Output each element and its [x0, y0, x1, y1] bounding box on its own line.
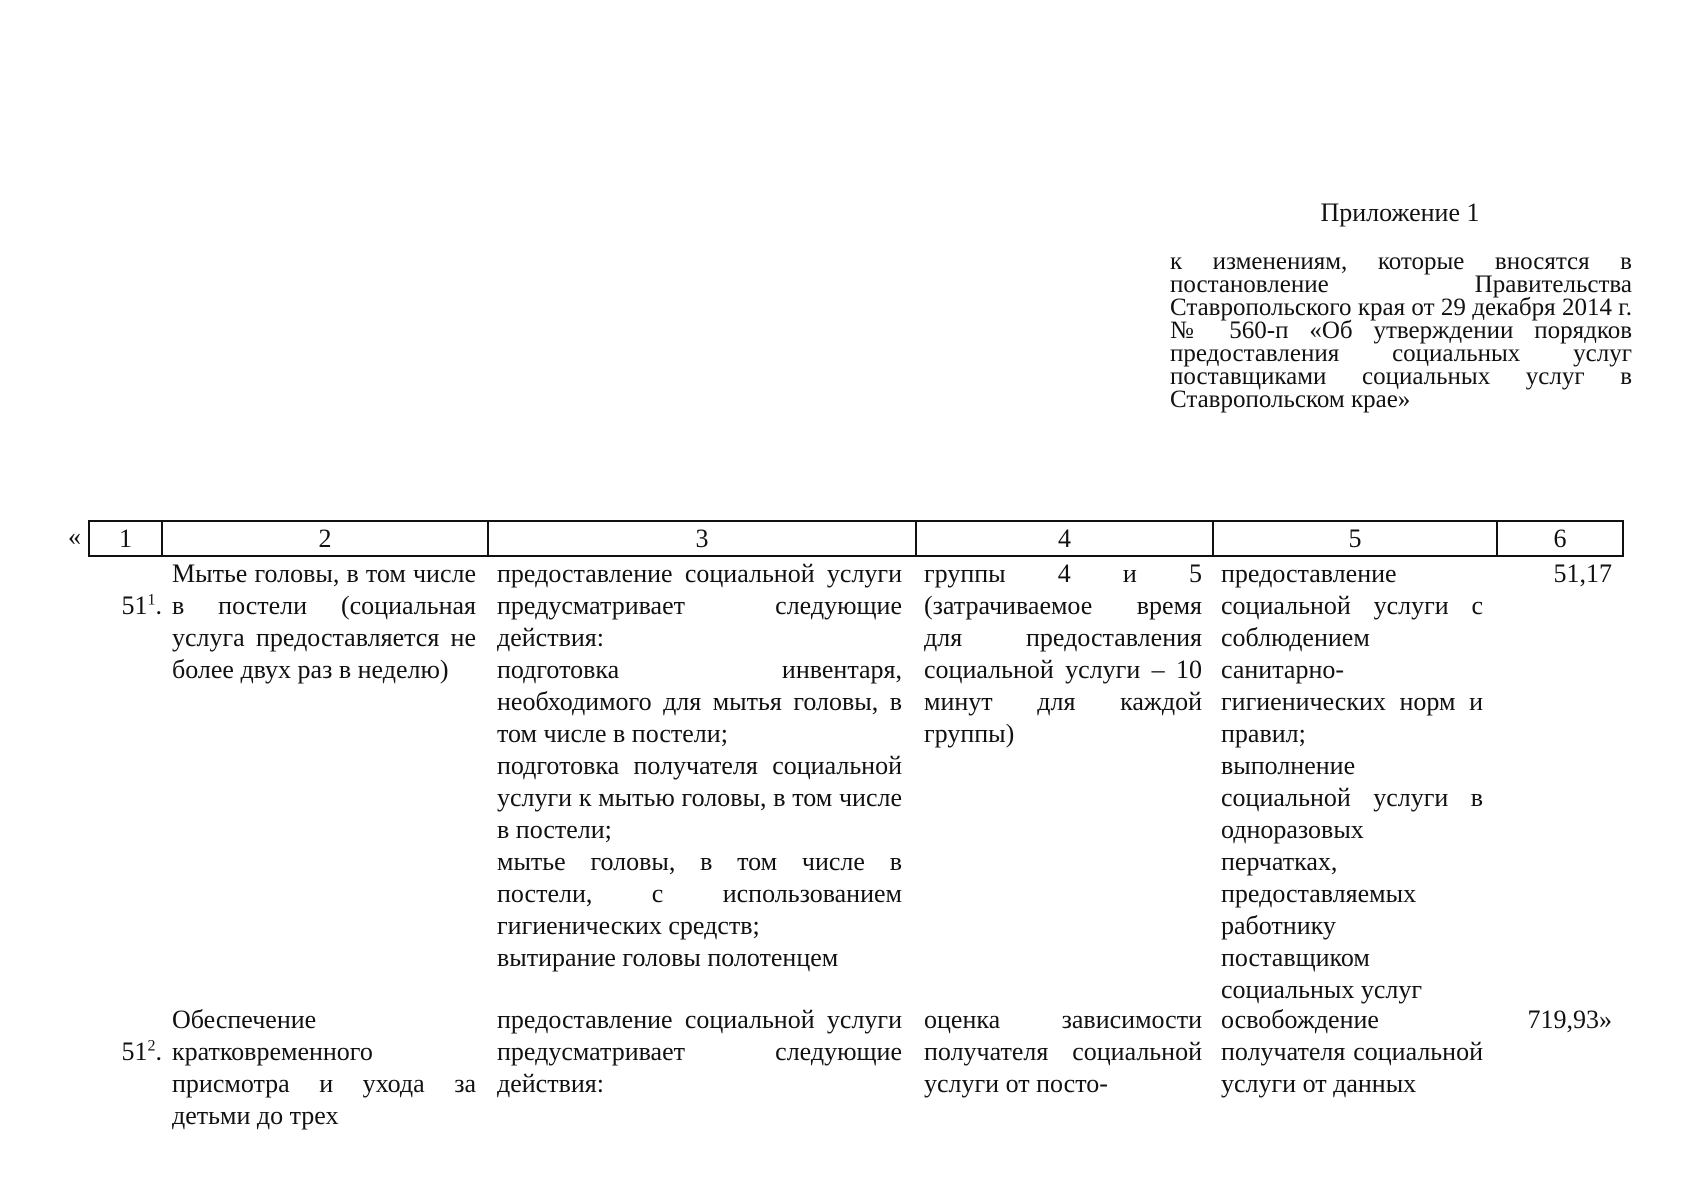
row-number-base: 51 — [121, 1037, 148, 1066]
column-header-6: 6 — [1497, 521, 1623, 556]
column-header-5: 5 — [1213, 521, 1497, 556]
row-number — [96, 558, 162, 622]
service-groups: группы 4 и 5 (затрачиваемое время для предоставления социальной услуги – 10 минут для каждой группы) — [924, 559, 1202, 748]
row-number-suffix: . — [155, 591, 162, 620]
row-number-superscript: 1 — [147, 591, 156, 609]
service-name: Мытье головы, в том числе в постели (социальная услуга предоставляется не более двух раз в неделю) — [172, 559, 476, 684]
column-header-3: 3 — [488, 521, 916, 556]
appendix-title: Приложение 1 — [1320, 198, 1480, 227]
service-actions: предоставление социальной услуги предусматривает следующие действия: подготовка инвентаря, необходимого для мытья головы, в том числе в постели; подготовка получателя социальной услуги к мытью головы, в том числе в постели; мытье головы, в том числе в постели, с использованием гигиенических средств; вытирание головы полотенцем — [497, 559, 902, 972]
row-number-superscript: 2 — [147, 1037, 156, 1055]
column-header-2: 2 — [162, 521, 488, 556]
service-groups: оценка зависимости получателя социальной услуги от посто- — [924, 1005, 1202, 1098]
row-number-suffix: . — [155, 1037, 162, 1066]
row-number — [96, 1004, 162, 1068]
column-header-table — [88, 520, 1624, 557]
service-conditions: освобождение получателя социальной услуги от данных — [1221, 1005, 1483, 1098]
table-row — [0, 1004, 1689, 1130]
service-conditions: предоставление социальной услуги с соблюдением санитарно-гигиенических норм и правил; выполнение социальной услуги в одноразовых перчатках, предоставляемых работнику поставщиком социальных услуг — [1221, 559, 1483, 1004]
opening-quote: « — [68, 522, 81, 551]
column-header-1: 1 — [89, 521, 162, 556]
service-name: Обеспечение кратковременного присмотра и ухода за детьми до трех — [172, 1005, 476, 1130]
service-price: 719,93» — [1527, 1005, 1612, 1034]
row-number-base: 51 — [121, 591, 148, 620]
service-actions: предоставление социальной услуги предусматривает следующие действия: — [497, 1005, 902, 1098]
service-price: 51,17 — [1553, 559, 1612, 588]
column-header-4: 4 — [916, 521, 1213, 556]
appendix-description: к изменениям, которые вносятся в постановление Правительства Ставропольского края от 29 декабря 2014 г. № 560-п «Об утверждении порядков предоставления социальных услуг поставщиками социальных услуг в Ставропольском крае» — [1170, 248, 1632, 413]
table-row — [0, 558, 1689, 1004]
header-row — [89, 521, 1623, 556]
